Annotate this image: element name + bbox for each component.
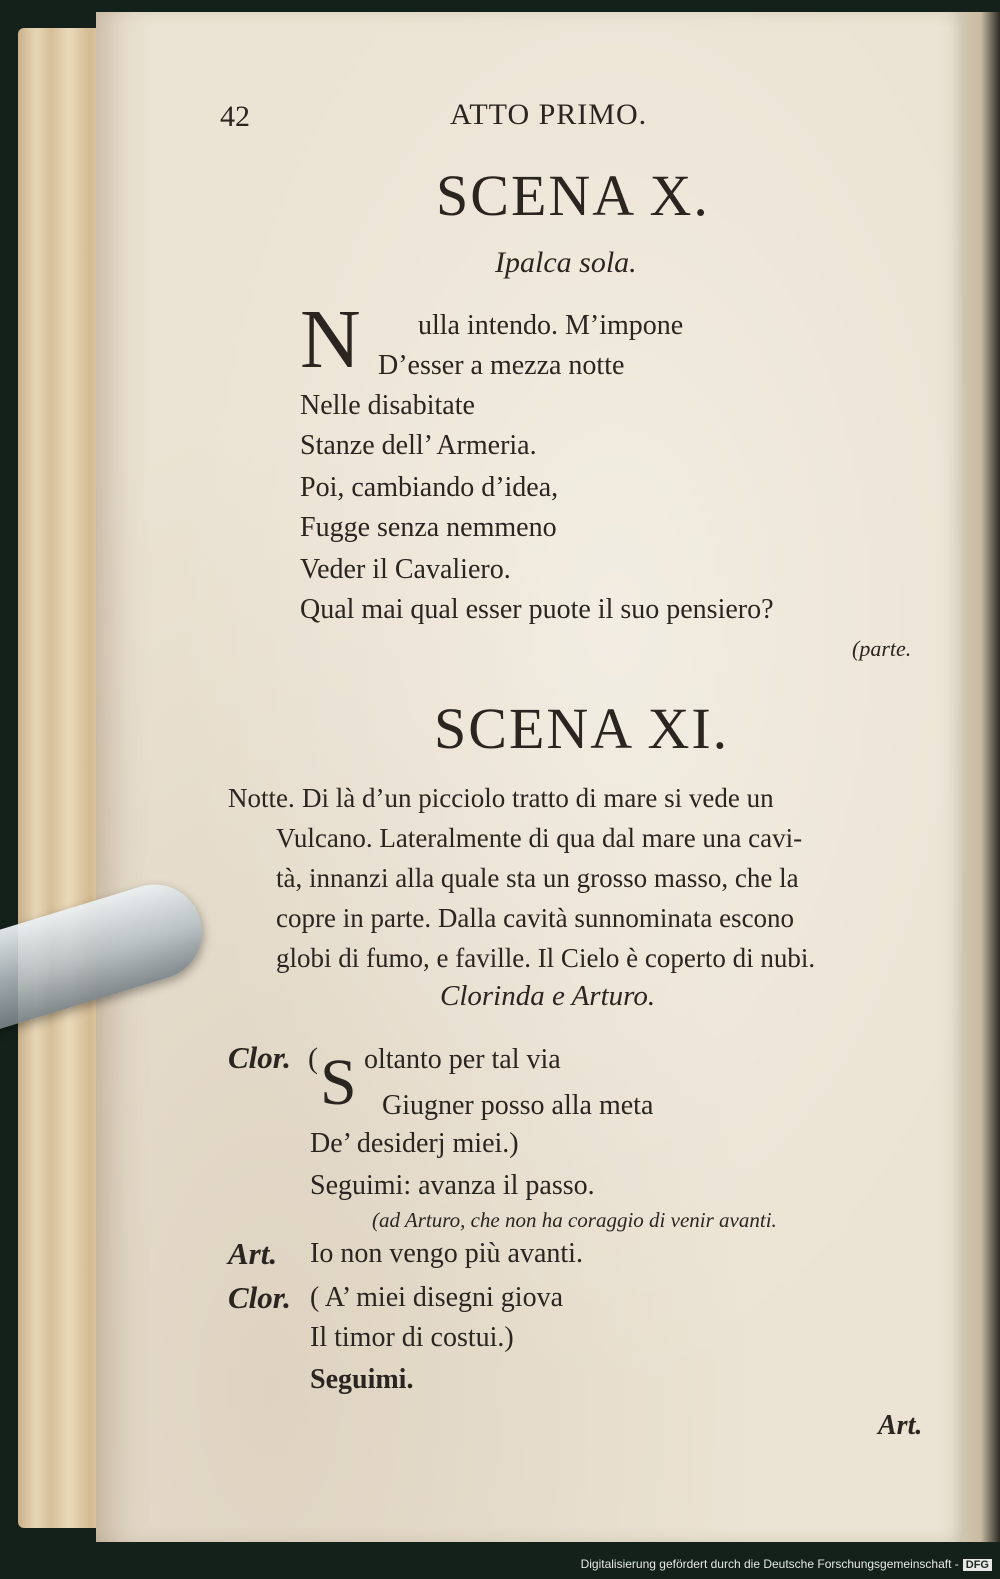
aside-direction: (ad Arturo, che non ha coraggio di venir avanti. — [372, 1208, 777, 1232]
direction-line: Di là d’un picciolo tratto di mare si vede un — [302, 783, 774, 813]
verse-line: Giugner posso alla meta — [382, 1090, 654, 1121]
running-title: ATTO PRIMO. — [450, 98, 648, 131]
scene-x-persons: Ipalca sola. — [495, 246, 637, 279]
stage-direction — [228, 778, 940, 978]
verse-line: De’ desiderj miei.) — [310, 1128, 519, 1159]
page-number: 42 — [220, 100, 250, 133]
direction-line: globi di fumo, e faville. Il Cielo è coperto di nubi. — [276, 943, 816, 973]
verse-line: Stanze dell’ Armeria. — [300, 430, 537, 461]
verse-line: Il timor di costui.) — [310, 1322, 514, 1353]
verse-line: Veder il Cavaliero. — [300, 554, 511, 585]
scene-title-x: SCENA X. — [436, 163, 710, 228]
credit-text: Digitalisierung gefördert durch die Deutsche Forschungsgemeinschaft - — [580, 1557, 959, 1571]
speaker-arturo: Art. — [228, 1236, 278, 1271]
dfg-logo: DFG — [963, 1559, 992, 1571]
verse-line: Poi, cambiando d’idea, — [300, 472, 559, 503]
scene-xi-persons: Clorinda e Arturo. — [440, 980, 656, 1012]
speaker-clorinda: Clor. — [228, 1040, 291, 1075]
verse-line: ( A’ miei disegni giova — [310, 1282, 563, 1313]
dropcap-n: N — [300, 293, 361, 386]
verse-line: oltanto per tal via — [364, 1044, 561, 1075]
direction-line: Vulcano. Lateralmente di qua dal mare una cavi- — [276, 823, 803, 853]
verse-line: ulla intendo. M’impone — [418, 310, 684, 341]
catchword: Art. — [878, 1410, 923, 1441]
digitization-credit — [581, 1557, 992, 1571]
stage-exit: (parte. — [852, 636, 912, 661]
direction-line: copre in parte. Dalla cavità sunnominata escono — [276, 903, 795, 933]
verse-line: Seguimi. — [310, 1364, 414, 1395]
open-paren: ( — [308, 1042, 318, 1075]
speaker-clorinda: Clor. — [228, 1280, 291, 1315]
verse-line: Qual mai qual esser puote il suo pensiero? — [300, 594, 774, 625]
verse-line: D’esser a mezza notte — [378, 350, 625, 381]
verse-line: Fugge senza nemmeno — [300, 512, 557, 543]
direction-line: tà, innanzi alla quale sta un grosso masso, che la — [276, 863, 799, 893]
verse-line: Nelle disabitate — [300, 390, 475, 421]
scene-title-xi: SCENA XI. — [434, 696, 730, 761]
dropcap-s: S — [320, 1046, 357, 1119]
verse-line: Io non vengo più avanti. — [310, 1238, 583, 1269]
verse-line: Seguimi: avanza il passo. — [310, 1170, 595, 1201]
direction-lead: Notte. — [228, 783, 295, 813]
